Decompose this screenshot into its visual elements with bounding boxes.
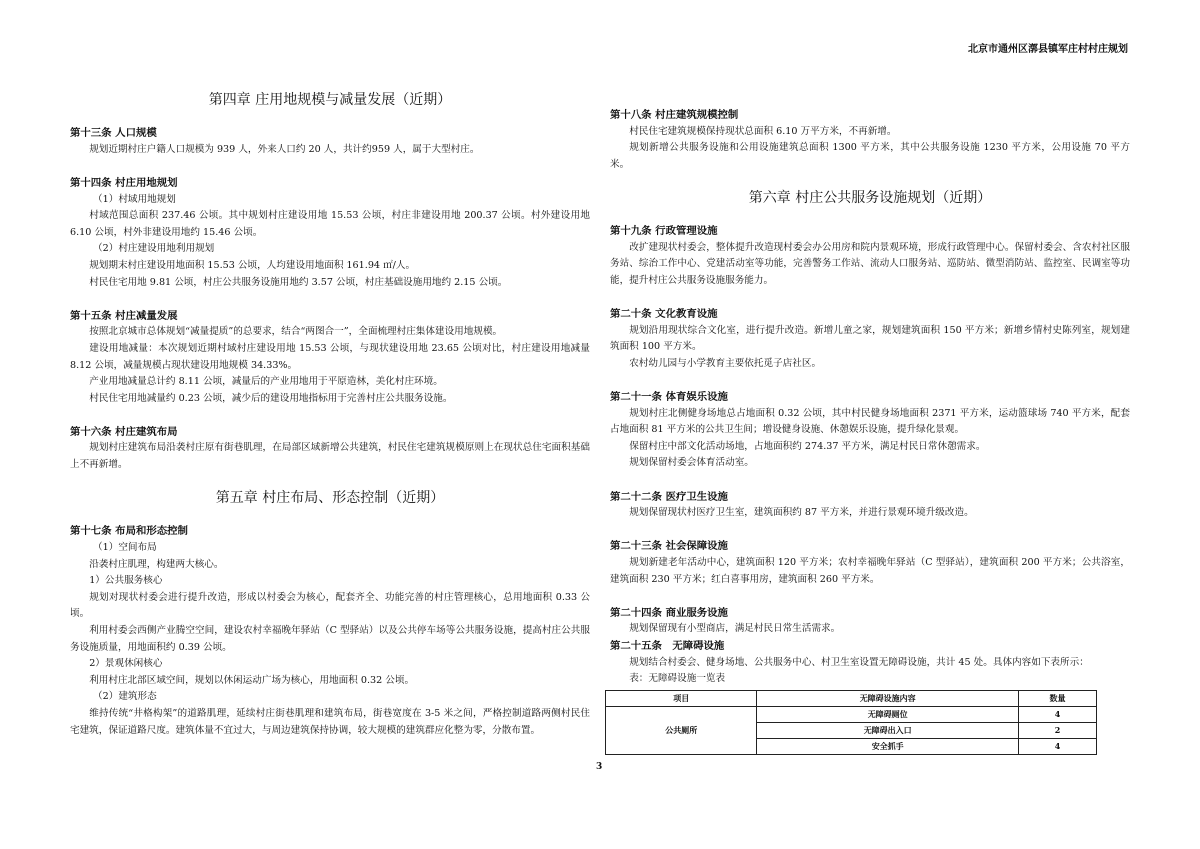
article-title: 第二十三条 社会保障设施 [610, 540, 728, 553]
paragraph: 沿袭村庄肌理，构建两大核心。 [89, 558, 224, 570]
paragraph: 规划村庄北侧健身场地总占地面积 0.32 公顷，其中村民健身场地面积 2371 平方米，运动篮球场 740 平方米，配套占地面积 81 平方米的公共卫生间；增设健身设施、休憩娱乐设施，提升绿化景观。 [610, 407, 1130, 436]
paragraph: 利用村委会西侧产业腾空空间，建设农村幸福晚年驿站（C 型驿站）以及公共停车场等公共服务设施，提高村庄公共服务设施质量，用地面积约 0.39 公顷。 [70, 625, 590, 653]
paragraph: 规划保留村委会体育活动室。 [629, 457, 754, 469]
article-section [610, 638, 1130, 688]
article-section [70, 308, 590, 408]
table-row [606, 706, 1097, 722]
group-cell: 公共厕所 [606, 706, 757, 754]
article-title: 第十六条 村庄建筑布局 [70, 425, 178, 438]
paragraph: 保留村庄中部文化活动场地，占地面积约 274.37 平方米，满足村民日常休憩需求。 [629, 440, 986, 452]
paragraph: 按照北京城市总体规划“减量提质”的总要求，结合“两图合一”，全面梳理村庄集体建设用地规模。 [89, 326, 503, 338]
accessibility-facilities-table [605, 690, 1097, 755]
item-cell: 无障碍出入口 [757, 722, 1019, 738]
paragraph: 改扩建现状村委会，整体提升改造现村委会办公用房和院内景观环境，形成行政管理中心。保留村委会、含农村社区服务站、综治工作中心、党建活动室等功能，完善警务工作站、流动人口服务站、巡防站、微型消防站、监控室、民调室等功能，提升村庄公共服务设施服务能力。 [610, 241, 1130, 286]
table-header-row [606, 690, 1097, 706]
paragraph: 村民住宅用地 9.81 公顷，村庄公共服务设施用地约 3.57 公顷，村庄基础设施用地约 2.15 公顷。 [89, 276, 508, 288]
paragraph: 维持传统“井格构架”的道路肌理，延续村庄街巷肌理和建筑布局，街巷宽度在 3-5 米之间，严格控制道路两侧村民住宅建筑，保证道路尺度。建筑体量不宜过大，与周边建筑保持协调，较大规模的建筑群应化整为零，分散布置。 [70, 707, 590, 736]
item-cell: 安全抓手 [757, 738, 1019, 754]
paragraph: 村民住宅建筑规模保持现状总面积 6.10 万平方米，不再新增。 [629, 125, 897, 137]
paragraph: 农村幼儿园与小学教育主要依托觅子店社区。 [629, 357, 822, 369]
paragraph: 规划保留现状村医疗卫生室，建筑面积约 87 平方米，并进行景观环境升级改造。 [629, 507, 974, 519]
count-cell: 2 [1018, 722, 1096, 738]
article-title: 第二十二条 医疗卫生设施 [610, 490, 728, 503]
article-section [610, 389, 1130, 472]
paragraph: （2）村庄建设用地利用规划 [93, 243, 215, 255]
paragraph: 规划村庄建筑布局沿袭村庄原有街巷肌理，在局部区域新增公共建筑，村民住宅建筑规模原则上在现状总住宅面积基础上不再新增。 [70, 442, 590, 471]
article-title: 第十七条 布局和形态控制 [70, 525, 188, 538]
paragraph: 规划对现状村委会进行提升改造，形成以村委会为核心，配套齐全、功能完善的村庄管理核心，总用地面积 0.33 公顷。 [70, 591, 590, 620]
count-cell: 4 [1018, 738, 1096, 754]
item-cell: 无障碍厕位 [757, 706, 1019, 722]
paragraph: 产业用地减量总计约 8.11 公顷，减量后的产业用地用于平原造林，美化村庄环境。 [89, 376, 443, 388]
paragraph: 规划结合村委会、健身场地、公共服务中心、村卫生室设置无障碍设施，共计 45 处。具体内容如下表所示： [629, 656, 1089, 668]
table-caption: 表：无障碍设施一览表 [629, 673, 726, 685]
article-section [70, 424, 590, 474]
header-cell: 无障碍设施内容 [757, 690, 1019, 706]
paragraph: （1）村域用地规划 [93, 193, 176, 205]
article-section [70, 523, 590, 739]
article-section [610, 223, 1130, 289]
article-title: 第二十五条 无障碍设施 [610, 640, 725, 652]
article-title: 第二十一条 体育娱乐设施 [610, 391, 728, 404]
count-cell: 4 [1018, 706, 1096, 722]
right-column [610, 107, 1130, 755]
chapter-title: 第六章 村庄公共服务设施规划（近期） [748, 189, 992, 206]
article-title: 第二十条 文化教育设施 [610, 308, 718, 321]
paragraph: 村民住宅用地减量约 0.23 公顷，减少后的建设用地指标用于完善村庄公共服务设施。 [89, 392, 453, 404]
paragraph: 规划期末村庄建设用地面积 15.53 公顷，人均建设用地面积 161.94 ㎡/人。 [89, 259, 416, 271]
paragraph: 2）景观休闲核心 [89, 658, 163, 670]
paragraph: 规划新建老年活动中心，建筑面积 120 平方米；农村幸福晚年驿站（C 型驿站），建筑面积 200 平方米；公共浴室，建筑面积 230 平方米；红白喜事用房，建筑面积 260 平方米。 [610, 557, 1130, 585]
page-number: 3 [596, 762, 603, 772]
article-section [610, 538, 1130, 588]
paragraph: 村域范围总面积 237.46 公顷。其中规划村庄建设用地 15.53 公顷，村庄非建设用地 200.37 公顷。村外建设用地 6.10 公顷，村外非建设用地约 15.46 公顷。 [70, 210, 590, 238]
article-title: 第十五条 村庄减量发展 [70, 309, 178, 322]
left-column [70, 92, 590, 739]
article-section [610, 107, 1130, 173]
header-cell: 项目 [606, 690, 757, 706]
chapter-title: 第五章 村庄布局、形态控制（近期） [215, 490, 445, 507]
article-section [610, 605, 1130, 638]
article-title: 第十三条 人口规模 [70, 127, 157, 140]
article-section [610, 489, 1130, 522]
paragraph: 建设用地减量：本次规划近期村域村庄建设用地 15.53 公顷，与现状建设用地 23.65 公顷对比，村庄建设用地减量 8.12 公顷，减量规模占现状建设用地规模 34.33%。 [70, 342, 590, 371]
article-section [70, 125, 590, 158]
article-title: 第十八条 村庄建筑规模控制 [610, 109, 739, 121]
paragraph: 规划近期村庄户籍人口规模为 939 人，外来人口约 20 人，共计约959 人，属于大型村庄。 [89, 143, 480, 155]
article-section [610, 306, 1130, 372]
paragraph: 利用村庄北部区域空间，规划以休闲运动广场为核心，用地面积 0.32 公顷。 [89, 674, 415, 686]
article-section [70, 175, 590, 291]
paragraph: 规划沿用现状综合文化室，进行提升改造。新增儿童之家，规划建筑面积 150 平方米；新增乡情村史陈列室，规划建筑面积 100 平方米。 [610, 324, 1130, 353]
article-title: 第二十四条 商业服务设施 [610, 606, 728, 619]
header-cell: 数量 [1018, 690, 1096, 706]
article-title: 第十四条 村庄用地规划 [70, 176, 178, 189]
paragraph: （1）空间布局 [93, 542, 157, 554]
article-title: 第十九条 行政管理设施 [610, 225, 718, 238]
paragraph: 规划保留现有小型商店，满足村民日常生活需求。 [629, 623, 841, 635]
paragraph: 规划新增公共服务设施和公用设施建筑总面积 1300 平方米，其中公共服务设施 1230 平方米，公用设施 70 平方米。 [610, 142, 1130, 170]
paragraph: （2）建筑形态 [93, 691, 157, 703]
chapter-title: 第四章 庄用地规模与减量发展（近期） [208, 92, 452, 108]
paragraph: 1）公共服务核心 [89, 575, 163, 587]
document-header: 北京市通州区漷县镇军庄村村庄规划 [968, 44, 1128, 55]
